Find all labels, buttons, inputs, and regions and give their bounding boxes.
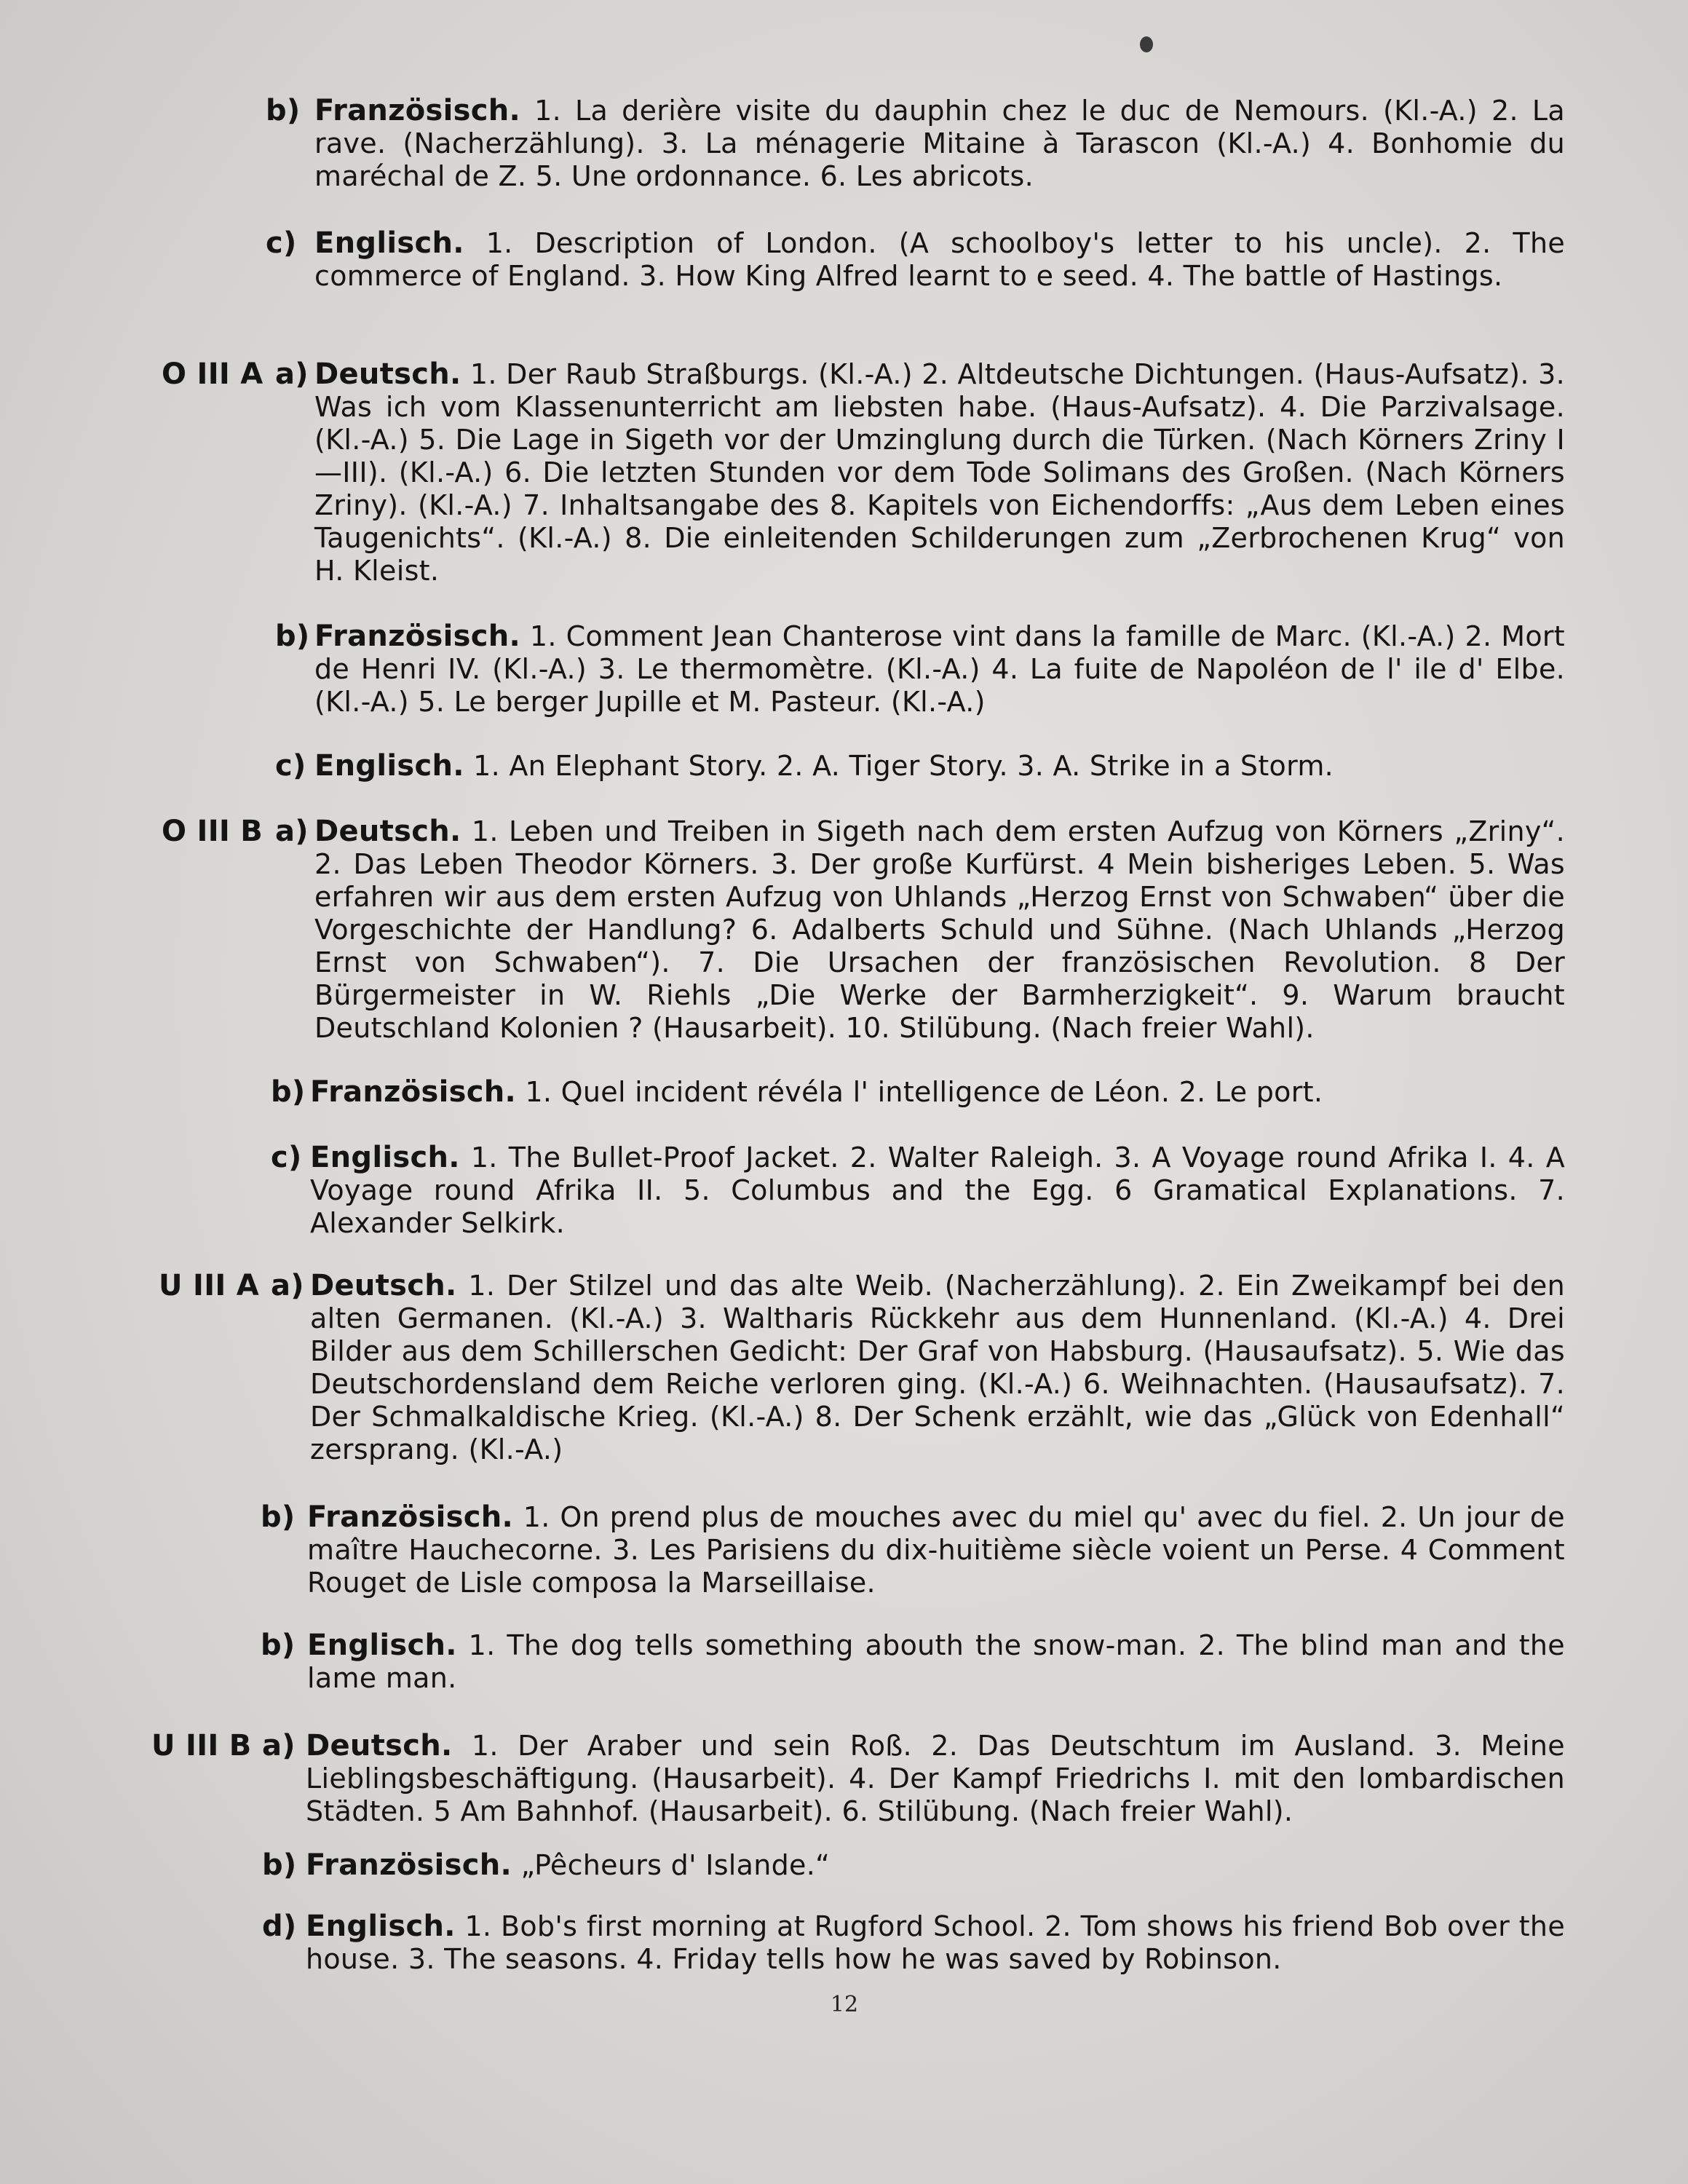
entry-topics: 1. Der Stilzel und das alte Weib. (Nacherzählung). 2. Ein Zweikampf bei den alten Germanen. (Kl.-A.) 3. Waltharis Rückkehr aus dem Hunnenland. (Kl.-A.) 4. Drei Bilder aus dem Schillerschen Gedicht: Der Graf von Habsburg. (Hausaufsatz). 5. Wie das Deutschordensland dem Reiche verloren ging. (Kl.-A.) 6. Weihnachten. (Hausaufsatz). 7. Der Schmalkaldische Krieg. (Kl.-A.) 8. Der Schenk erzählt, wie das „Glück von Edenhall“ zersprang. (Kl.-A.): [310, 1270, 1565, 1465]
entry-letter: c): [275, 749, 306, 783]
topic-entry: [0, 1270, 1688, 1503]
page-number: 12: [830, 1992, 859, 2017]
topic-entry: [0, 1142, 1688, 1243]
entry-topics: 1. On prend plus de mouches avec du miel qu' avec du fiel. 2. Un jour de maître Hauchecorne. 3. Les Parisiens du dix-huitième siècle voient un Perse. 4 Comment Rouget de Lisle composa la Marseillaise.: [307, 1501, 1565, 1599]
entry-letter: b): [266, 94, 301, 127]
ink-spot: [1140, 36, 1153, 52]
entry-subject: Englisch.: [310, 1141, 460, 1174]
entry-topics: „Pêcheurs d' Islande.“: [520, 1849, 831, 1881]
topic-entry: [0, 1910, 1688, 1983]
entry-class: O III A: [162, 357, 263, 391]
entry-letter: d): [262, 1910, 297, 1943]
entry-subject: Französisch.: [314, 94, 521, 127]
entry-subject: Französisch.: [314, 620, 521, 653]
topic-entry: [0, 1076, 1688, 1112]
entry-topics: 1. Quel incident révéla l' intelligence de Léon. 2. Le port.: [525, 1076, 1323, 1108]
entry-letter: a): [262, 1729, 296, 1762]
entry-subject: Französisch.: [307, 1500, 514, 1534]
entry-letter: b): [261, 1500, 296, 1534]
entry-subject: Englisch.: [306, 1910, 456, 1943]
entry-subject: Deutsch.: [314, 815, 461, 848]
topic-entry: [0, 1849, 1688, 1886]
entry-subject: Französisch.: [306, 1848, 512, 1882]
entry-letter: c): [271, 1141, 302, 1174]
entry-subject: Englisch.: [307, 1629, 457, 1662]
entry-subject: Deutsch.: [310, 1269, 457, 1302]
entry-letter: b): [275, 620, 310, 653]
entry-letter: a): [275, 357, 309, 391]
entry-topics: 1. La derière visite du dauphin chez le duc de Nemours. (Kl.-A.) 2. La rave. (Nacherzählung). 3. La ménagerie Mitaine à Tarascon (Kl.-A.) 4. Bonhomie du maréchal de Z. 5. Une ordonnance. 6. Les abricots.: [314, 95, 1565, 192]
topic-entry: [0, 815, 1688, 1048]
entry-subject: Deutsch.: [314, 357, 461, 391]
entry-topics: 1. Bob's first morning at Rugford School. 2. Tom shows his friend Bob over the house. 3. The seasons. 4. Friday tells how he was saved by Robinson.: [306, 1910, 1565, 1975]
entry-topics: 1. An Elephant Story. 2. A. Tiger Story. 3. A. Strike in a Storm.: [473, 750, 1334, 782]
entry-letter: b): [261, 1629, 296, 1662]
topic-entry: [0, 95, 1688, 197]
entry-topics: 1. Comment Jean Chanterose vint dans la famille de Marc. (Kl.-A.) 2. Mort de Henri IV. (Kl.-A.) 3. Le thermomètre. (Kl.-A.) 4. La fuite de Napoléon de l' ile d' Elbe. (Kl.-A.) 5. Le berger Jupille et M. Pasteur. (Kl.-A.): [314, 620, 1565, 718]
topic-entry: [0, 1730, 1688, 1832]
topic-entry: [0, 1501, 1688, 1603]
topic-entry: [0, 358, 1688, 591]
topic-entry: [0, 750, 1688, 786]
entry-topics: 1. Der Raub Straßburgs. (Kl.-A.) 2. Altdeutsche Dichtungen. (Haus-Aufsatz). 3. Was ich vom Klassenunterricht am liebsten habe. (Haus-Aufsatz). 4. Die Parzivalsage. (Kl.-A.) 5. Die Lage in Sigeth vor der Umzinglung durch die Türken. (Nach Körners Zriny I—III). (Kl.-A.) 6. Die letzten Stunden vor dem Tode Solimans des Großen. (Nach Körners Zriny). (Kl.-A.) 7. Inhaltsangabe des 8. Kapitels von Eichendorffs: „Aus dem Leben eines Taugenichts“. (Kl.-A.) 8. Die einleitenden Schilderungen zum „Zerbrochenen Krug“ von H. Kleist.: [314, 358, 1565, 587]
entry-subject: Englisch.: [314, 226, 464, 260]
entry-topics: 1. The dog tells something abouth the snow-man. 2. The blind man and the lame man.: [307, 1629, 1565, 1694]
entry-subject: Englisch.: [314, 749, 464, 783]
entry-letter: c): [266, 226, 297, 260]
entry-letter: a): [275, 815, 309, 848]
entry-topics: 1. The Bullet-Proof Jacket. 2. Walter Raleigh. 3. A Voyage round Afrika I. 4. A Voyage round Afrika II. 5. Columbus and the Egg. 6 Gramatical Explanations. 7. Alexander Selkirk.: [310, 1142, 1565, 1239]
topic-entry: [0, 227, 1688, 329]
entry-class: U III A: [159, 1269, 260, 1302]
entry-topics: 1. Leben und Treiben in Sigeth nach dem ersten Aufzug von Körners „Zriny“. 2. Das Leben Theodor Körners. 3. Der große Kurfürst. 4 Mein bisheriges Leben. 5. Was erfahren wir aus dem ersten Aufzug von Uhlands „Herzog Ernst von Schwaben“ über die Vorgeschichte der Handlung? 6. Adalberts Schuld und Sühne. (Nach Uhlands „Herzog Ernst von Schwaben“). 7. Die Ursachen der französischen Revolution. 8 Der Bürgermeister in W. Riehls „Die Werke der Barmherzigkeit“. 9. Warum braucht Deutschland Kolonien ? (Hausarbeit). 10. Stilübung. (Nach freier Wahl).: [314, 815, 1565, 1044]
topic-entry: [0, 1629, 1688, 1702]
entry-letter: b): [271, 1075, 306, 1109]
entry-class: O III B: [162, 815, 263, 848]
entry-subject: Französisch.: [310, 1075, 517, 1109]
entry-topics: 1. Der Araber und sein Roß. 2. Das Deutschtum im Ausland. 3. Meine Lieblingsbeschäftigung. (Hausarbeit). 4. Der Kampf Friedrichs I. mit den lombardischen Städten. 5 Am Bahnhof. (Hausarbeit). 6. Stilübung. (Nach freier Wahl).: [306, 1730, 1565, 1827]
topic-entry: [0, 620, 1688, 722]
entry-topics: 1. Description of London. (A schoolboy's letter to his uncle). 2. The commerce of England. 3. How King Alfred learnt to e seed. 4. The battle of Hastings.: [314, 227, 1566, 292]
entry-letter: b): [262, 1848, 297, 1882]
entry-letter: a): [271, 1269, 304, 1302]
entry-class: U III B: [151, 1729, 252, 1762]
entry-subject: Deutsch.: [306, 1729, 453, 1762]
